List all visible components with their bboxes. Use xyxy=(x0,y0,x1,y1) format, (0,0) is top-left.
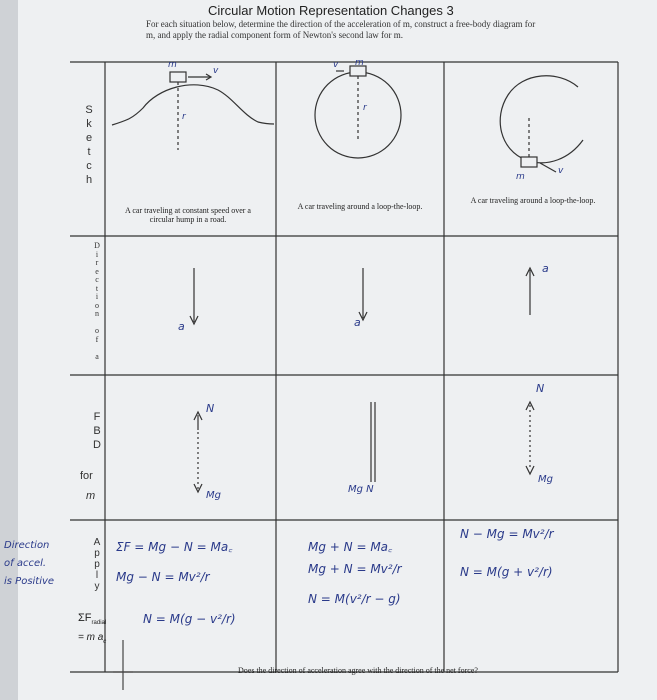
equation-1b: Mg − N = Mv²/r xyxy=(116,570,210,584)
page-title: Circular Motion Representation Changes 3 xyxy=(208,3,454,18)
margin-note-line3: is Positive xyxy=(4,576,55,587)
velocity-label: v xyxy=(333,60,339,70)
row-label-direction: D i r e c t i o n o f a xyxy=(94,241,100,361)
fbd-weight-label-1: Mg xyxy=(206,490,221,501)
margin-note-line1: Direction xyxy=(4,540,50,551)
equation-1a: ΣF = Mg − N = Ma꜀ xyxy=(116,540,233,554)
mass-label: m xyxy=(168,60,177,70)
row-label-sketch: S k e t c h xyxy=(85,104,93,186)
caption-loop-bottom: A car traveling around a loop-the-loop. xyxy=(470,196,596,205)
sum-f-label: $\Sigma F_{radial}$ xyxy=(78,612,107,627)
fbd-m-label: m xyxy=(86,490,96,502)
row-label-fbd: F B D xyxy=(93,411,101,451)
hump-sketch xyxy=(112,72,274,150)
equation-3a: N − Mg = Mv²/r xyxy=(460,527,554,541)
worksheet xyxy=(18,0,657,700)
radius-label: r xyxy=(363,103,367,113)
velocity-label: v xyxy=(213,66,219,76)
velocity-label: v xyxy=(558,166,564,176)
equation-3b: N = M(g + v²/r) xyxy=(460,565,553,579)
fbd-weight-label-3: Mg xyxy=(538,474,553,485)
loop-bottom-sketch xyxy=(500,76,583,172)
radius-label: r xyxy=(182,112,186,122)
caption-loop-top: A car traveling around a loop-the-loop. xyxy=(297,202,423,211)
fbd-normal-label-1: N xyxy=(206,402,215,415)
mass-label: m xyxy=(516,172,525,182)
fbd-normal-label-3: N xyxy=(536,382,545,395)
mass-label: m xyxy=(355,58,364,68)
accel-label-3: a xyxy=(542,262,549,275)
sum-f-rhs: = m $a_c$ xyxy=(78,632,107,645)
margin-note-line2: of accel. xyxy=(4,558,47,569)
row-label-apply: A p p l y xyxy=(93,537,101,592)
equation-2a: Mg + N = Ma꜀ xyxy=(308,540,393,554)
fbd-arrows xyxy=(194,402,534,492)
equation-2b: Mg + N = Mv²/r xyxy=(308,562,402,576)
equation-1c: N = M(g − v²/r) xyxy=(143,612,236,626)
accel-label-1: a xyxy=(178,320,185,333)
fbd-forces-label-2: Mg N xyxy=(348,484,374,495)
equation-2c: N = M(v²/r − g) xyxy=(308,592,401,606)
loop-top-sketch xyxy=(315,66,401,158)
caption-hump: A car traveling at constant speed over a circular hump in a road. xyxy=(125,206,251,224)
acceleration-arrows xyxy=(190,268,534,324)
instructions: For each situation below, determine the direction of the acceleration of m, construct a free-body diagram for m, and apply the radial component form of Newton's second law for m. xyxy=(146,19,536,40)
footer-question: Does the direction of acceleration agree with the direction of the net force? xyxy=(238,666,478,675)
fbd-for-label: for xyxy=(80,470,93,482)
accel-label-2: a xyxy=(354,316,361,329)
